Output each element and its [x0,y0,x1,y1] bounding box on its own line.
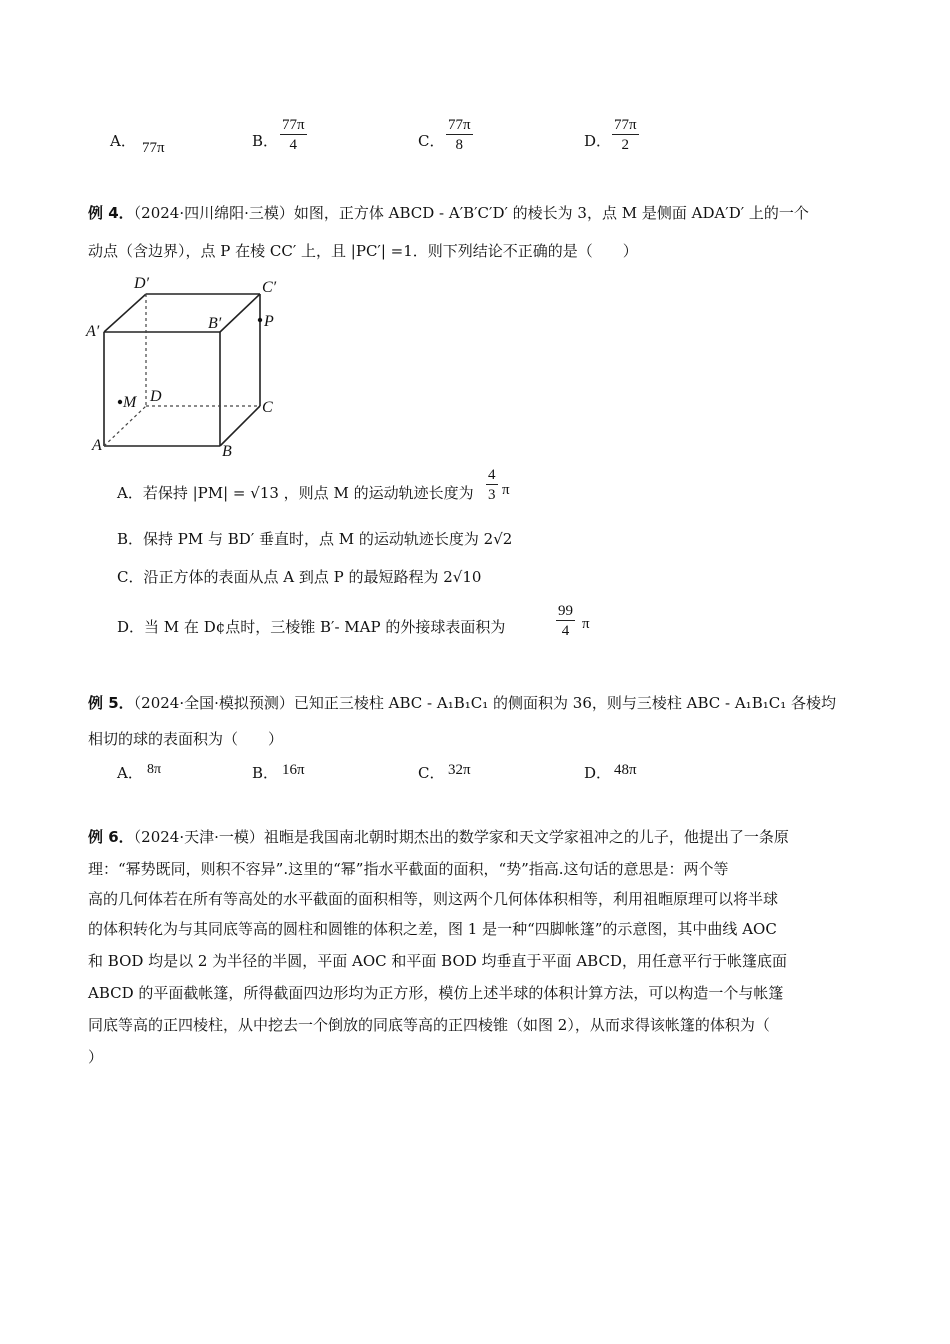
example-5-tag: 例 5． [88,694,134,712]
label-p: P [264,313,274,330]
fraction-denominator: 8 [455,137,464,153]
q3-option-d-label: D． [584,132,612,150]
fraction-denominator: 3 [488,487,496,503]
example-5-option-c-value: 32π [448,762,471,778]
example-6-line-7: 同底等高的正四棱柱，从中挖去一个倒放的同底等高的正四棱锥（如图 2），从而求得该帐篷的体积为（ [88,1016,770,1034]
example-4-option-d: D．当 M 在 D¢点时，三棱锥 B′- MAP 的外接球表面积为 [117,618,506,636]
example-5-line-2: 相切的球的表面积为（ ） [88,730,284,748]
example-4-option-d-pi: π [582,616,590,632]
example-6-line-3: 高的几何体若在所有等高处的水平截面的面积相等，则这两个几何体体积相等，利用祖暅原理可以将半球 [88,890,779,908]
fraction-denominator: 4 [561,623,570,639]
label-m: M [123,394,137,411]
fraction-numerator: 77π [614,117,637,133]
example-4-text-1: （2024·四川绵阳·三模）如图，正方体 ABCD - A′B′C′D′ 的棱长为 3，点 M 是侧面 ADA′D′ 上的一个 [133,204,809,222]
example-6-tag: 例 6． [88,828,134,846]
example-6-line-4: 的体积转化为与其同底等高的圆柱和圆锥的体积之差，图 1 是一种“四脚帐篷”的示意图，其中曲线 AOC [88,920,777,938]
q3-option-b-fraction [280,116,307,155]
example-6-line-8: ） [88,1048,104,1066]
label-d-prime: D′ [134,275,150,292]
fraction-numerator: 4 [488,467,496,483]
example-4-option-a-pi: π [502,482,510,498]
example-5-option-a-value: 8π [147,762,162,777]
example-4-line-1 [88,202,809,223]
example-6-line-6: ABCD 的平面截帐篷，所得截面四边形均为正方形，模仿上述半球的体积计算方法，可以构造一个与帐篷 [88,984,784,1002]
example-6-line-1 [88,826,789,847]
label-a: A [92,437,102,454]
label-a-prime: A′ [86,323,100,340]
example-4-option-a [117,482,474,503]
fraction-numerator: 77π [448,117,471,133]
q3-option-d-fraction [612,116,639,155]
label-b: B [222,443,232,460]
q3-option-a-value: 77π [142,140,165,156]
fraction-numerator: 77π [282,117,305,133]
label-c-prime: C′ [262,279,277,296]
example-5-option-d-value: 48π [614,762,637,778]
example-6-text-1: （2024·天津·一模）祖暅是我国南北朝时期杰出的数学家和天文学家祖冲之的儿子，他提出了一条原 [133,828,789,846]
example-6-line-2: 理：“幂势既同，则积不容异”.这里的“幂”指水平截面的面积，“势”指高.这句话的意思是：两个等 [88,860,729,878]
q3-option-b-label: B． [252,132,279,150]
example-5-option-b-label: B． [252,764,279,782]
option-a-text: A．若保持 |PM| = √13 ，则点 M 的运动轨迹长度为 [117,484,474,502]
example-6-line-5: 和 BOD 均是以 2 为半径的半圆，平面 AOC 和平面 BOD 均垂直于平面 ABCD，用任意平行于帐篷底面 [88,952,787,970]
example-4-line-2: 动点（含边界），点 P 在棱 CC′ 上，且 |PC′| =1．则下列结论不正确的是（ ） [88,242,638,260]
example-4-option-a-fraction [486,466,498,505]
q3-option-a-label: A． [110,132,136,150]
cube-figure [84,272,284,462]
point-m-dot [118,400,122,404]
label-d: D [150,388,162,405]
example-5-option-d-label: D． [584,764,612,782]
example-5-line-1 [88,692,836,713]
example-4-option-d-fraction [556,602,575,641]
q3-option-c-label: C． [418,132,445,150]
example-5-text-1: （2024·全国·模拟预测）已知正三棱柱 ABC - A₁B₁C₁ 的侧面积为 36，则与三棱柱 ABC - A₁B₁C₁ 各棱均 [133,694,836,712]
point-p-dot [258,318,262,322]
label-b-prime: B′ [208,315,222,332]
fraction-denominator: 2 [621,137,630,153]
example-4-option-b: B．保持 PM 与 BD′ 垂直时，点 M 的运动轨迹长度为 2√2 [117,530,513,548]
example-5-option-a-label: A． [117,764,143,782]
label-c: C [262,399,273,416]
q3-option-c-fraction [446,116,473,155]
example-4-tag: 例 4． [88,204,134,222]
example-4-option-c: C．沿正方体的表面从点 A 到点 P 的最短路程为 2√10 [117,568,482,586]
fraction-numerator: 99 [558,603,573,619]
example-5-option-b-value: 16π [282,762,305,778]
example-5-option-c-label: C． [418,764,445,782]
fraction-denominator: 4 [289,137,298,153]
